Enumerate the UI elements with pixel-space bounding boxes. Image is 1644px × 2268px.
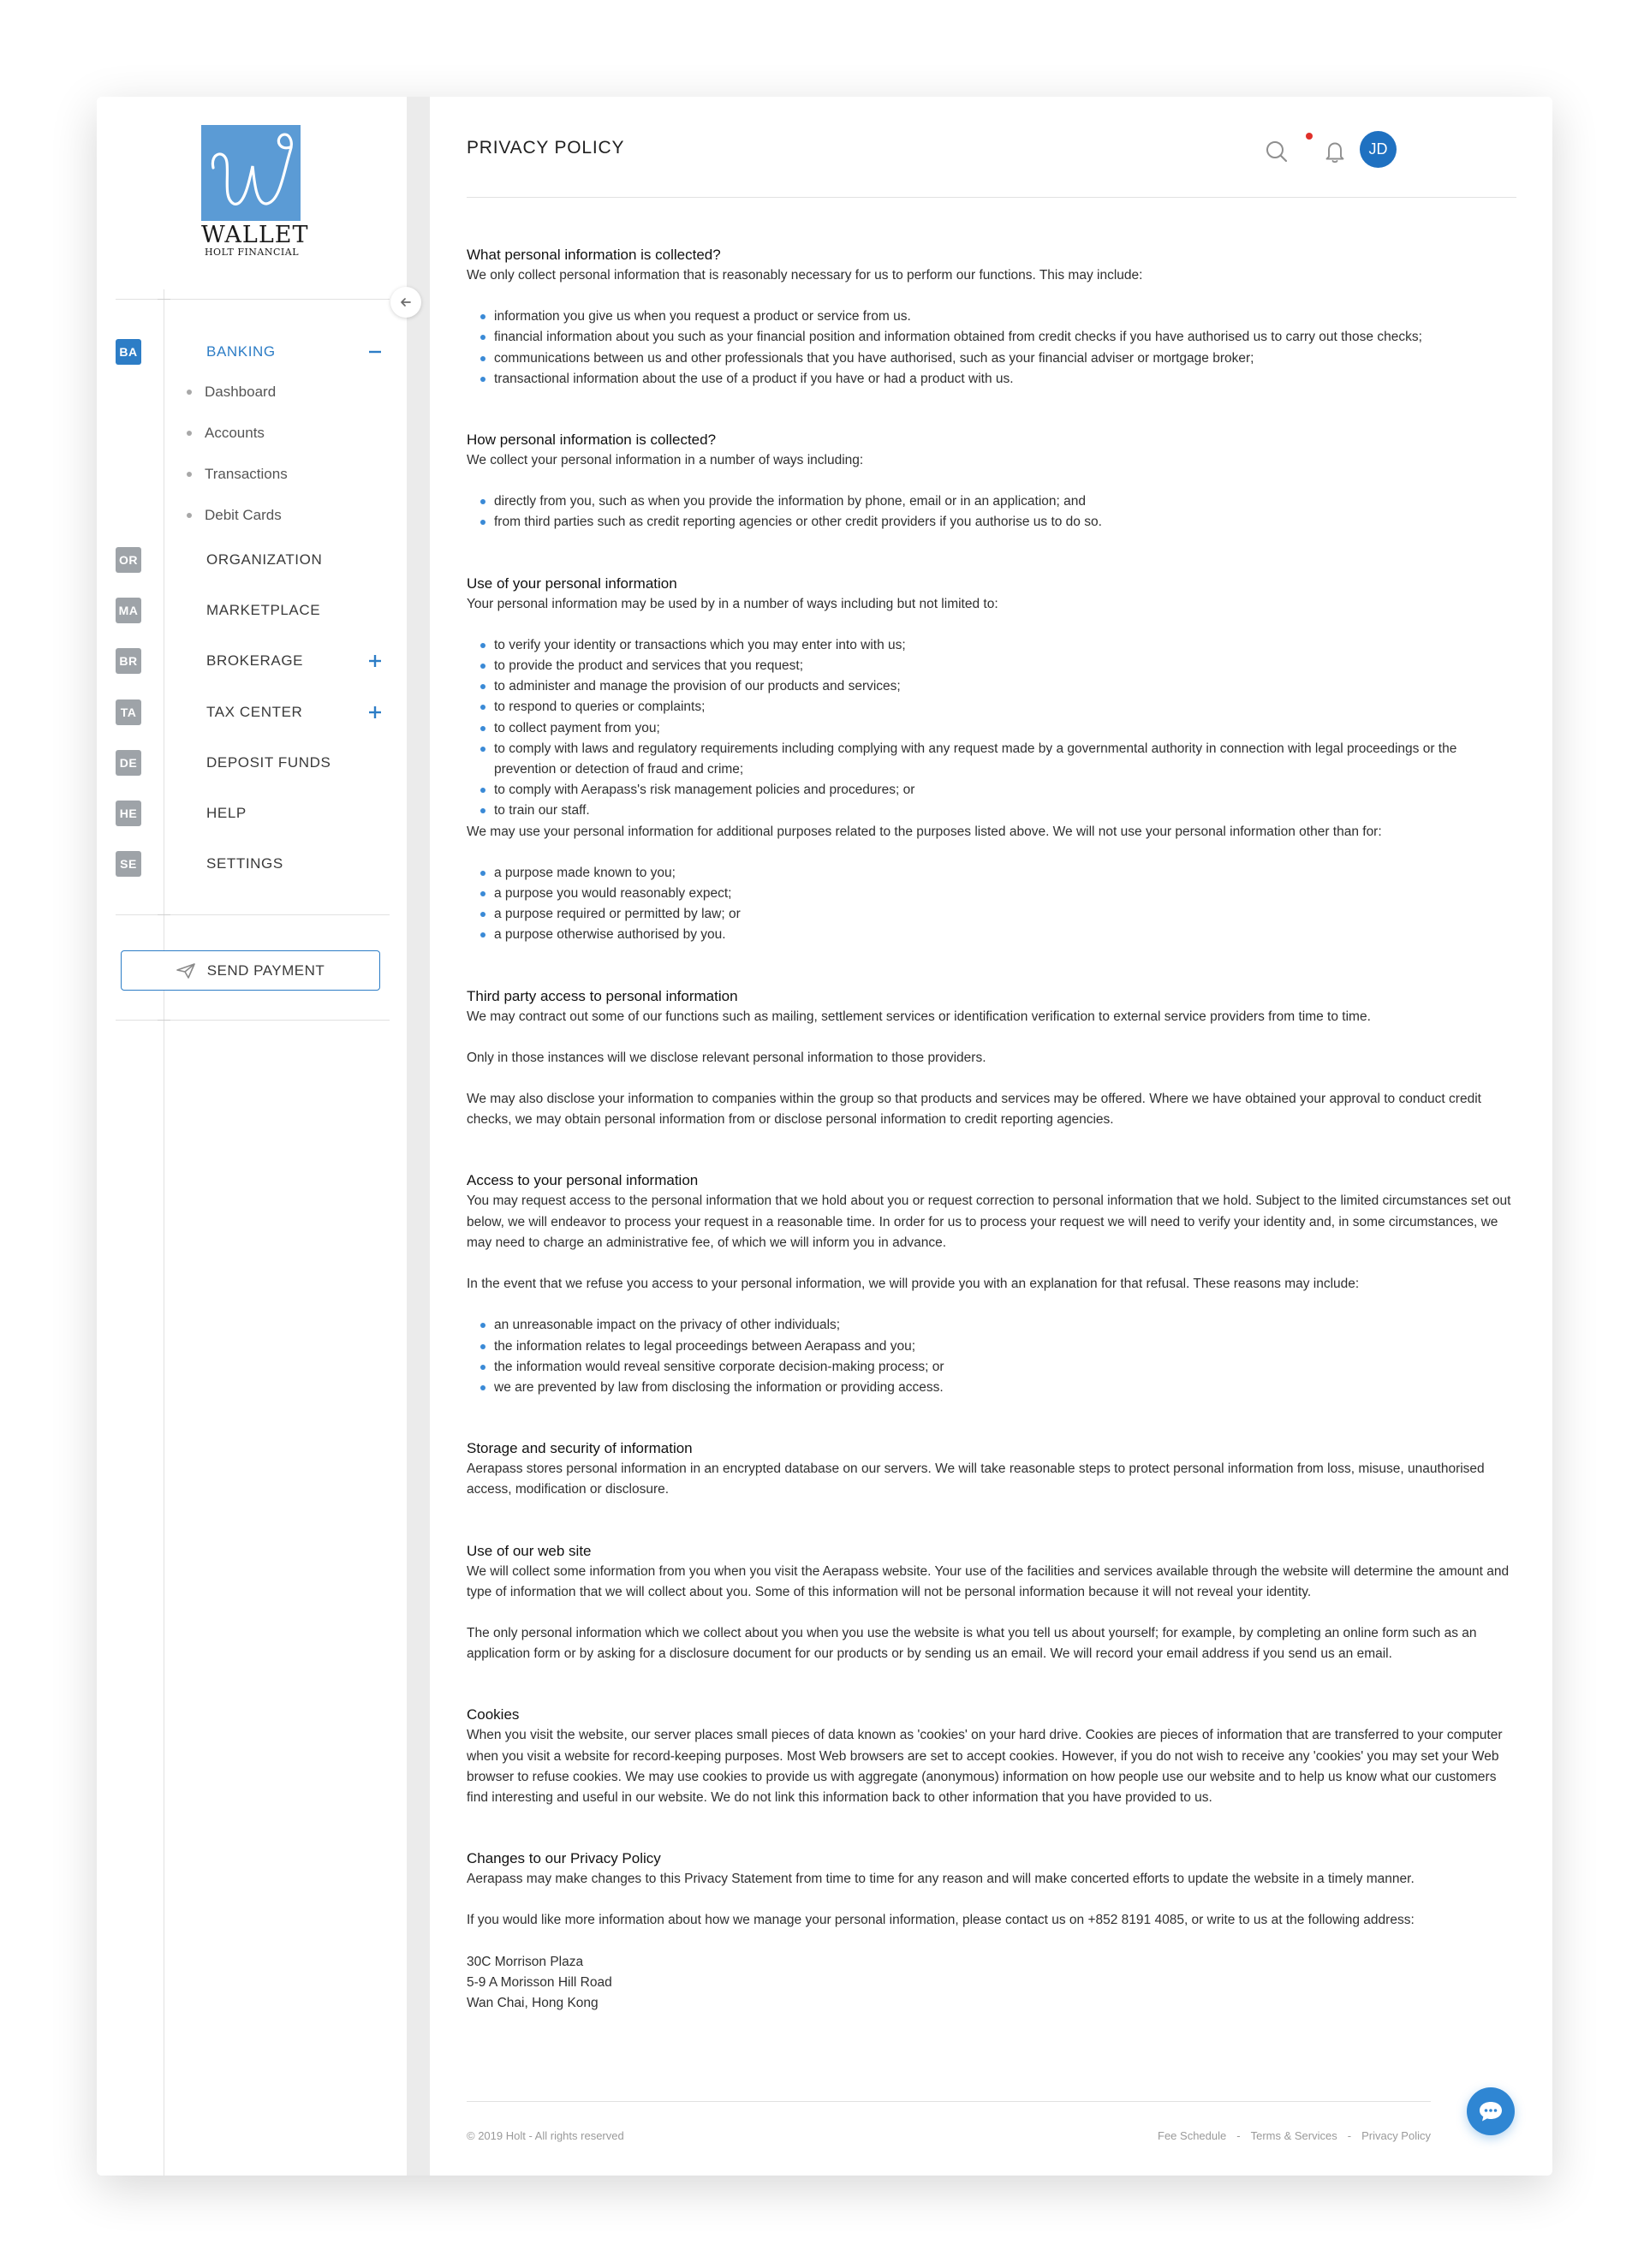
app-window — [97, 97, 1552, 2176]
paragraph: Your personal information may be used by in a number of ways including but not limited to: — [467, 596, 998, 611]
list-item: information you give us when you request a product or service from us. — [494, 307, 1516, 327]
list-item: to collect payment from you; — [494, 718, 1516, 739]
copyright: © 2019 Holt - All rights reserved — [467, 2129, 624, 2142]
collapse-sidebar-button[interactable] — [390, 287, 421, 318]
sidebar-gutter — [407, 97, 430, 2176]
sidebar-subitem-debit-cards[interactable] — [187, 505, 282, 526]
section-third-party — [467, 986, 1516, 1131]
notifications-button[interactable] — [1318, 134, 1352, 169]
policy-content — [467, 245, 1516, 2054]
list-item: an unreasonable impact on the privacy of other individuals; — [494, 1315, 1516, 1336]
divider — [116, 1020, 390, 1021]
list-item: the information relates to legal proceedings between Aerapass and you; — [494, 1336, 1516, 1357]
header-divider — [467, 197, 1516, 198]
chat-button[interactable] — [1467, 2087, 1515, 2135]
paragraph: Aerapass may make changes to this Privacy Statement from time to time for any reason and will make concerted efforts to update the website in a timely manner. — [467, 1872, 1415, 1887]
section-website — [467, 1541, 1516, 1665]
sidebar-item-marketplace[interactable] — [116, 597, 390, 624]
paragraph: Only in those instances will we disclose relevant personal information to those providers. — [467, 1050, 986, 1065]
sidebar-item-settings[interactable] — [116, 850, 390, 878]
search-icon — [1265, 140, 1289, 164]
sidebar-item-label: BANKING — [206, 343, 276, 360]
footer-links — [1158, 2129, 1431, 2142]
sidebar-item-label: ORGANIZATION — [206, 551, 323, 568]
subitem-label: Accounts — [205, 425, 265, 441]
paragraph: If you would like more information about how we manage your personal information, please contact us on +852 8191 4085, or write to us at the following address: — [467, 1913, 1415, 1928]
main-panel — [430, 97, 1552, 2176]
bullet-list — [467, 635, 1516, 822]
logo[interactable] — [201, 125, 309, 258]
page-title: PRIVACY POLICY — [467, 138, 625, 158]
list-item: to comply with laws and regulatory requirements including complying with any request made by a governmental authority in connection with legal proceedings or the prevention or detection of fraud and crime; — [494, 739, 1516, 780]
section-heading: Use of your personal information — [467, 574, 677, 592]
sidebar-item-banking[interactable] — [116, 338, 390, 366]
avatar[interactable]: JD — [1360, 131, 1397, 168]
section-heading: How personal information is collected? — [467, 432, 717, 449]
separator: - — [1347, 2129, 1352, 2142]
nav-badge: OR — [116, 547, 141, 573]
plus-icon[interactable] — [366, 703, 384, 722]
section-changes — [467, 1848, 1516, 2014]
paragraph: We may contract out some of our functions such as mailing, settlement services or identification verification to external service providers from time to time. — [467, 1009, 1371, 1024]
section-cookies — [467, 1705, 1516, 1808]
section-heading: Access to your personal information — [467, 1172, 699, 1189]
sidebar-item-brokerage[interactable] — [116, 647, 390, 675]
separator: - — [1236, 2129, 1241, 2142]
list-item: communications between us and other professionals that you have authorised, such as your financial adviser or mortgage broker; — [494, 348, 1516, 369]
minus-icon[interactable] — [366, 342, 384, 361]
sidebar-item-label: HELP — [206, 805, 247, 821]
tick — [158, 1020, 170, 1021]
logo-w-icon — [201, 125, 301, 221]
list-item: a purpose you would reasonably expect; — [494, 884, 1516, 904]
nav-badge: BR — [116, 648, 141, 674]
address-line: 30C Morrison Plaza — [467, 1954, 584, 1969]
fee-schedule-link[interactable]: Fee Schedule — [1158, 2129, 1227, 2142]
sidebar-item-help[interactable] — [116, 800, 390, 827]
logo-word: WALLET — [201, 222, 309, 248]
list-item: to train our staff. — [494, 801, 1516, 821]
paragraph: We may use your personal information for additional purposes related to the purposes listed above. We will not use your personal information other than for: — [467, 824, 1382, 839]
chat-icon — [1478, 2100, 1504, 2122]
list-item: to provide the product and services that you request; — [494, 656, 1516, 676]
sidebar-subitem-accounts[interactable] — [187, 423, 265, 443]
section-heading: Cookies — [467, 1706, 520, 1723]
section-storage — [467, 1438, 1516, 1500]
plus-icon[interactable] — [366, 652, 384, 670]
paragraph: We may also disclose your information to companies within the group so that products and services may be offered. Where we have obtained your approval to conduct credit checks, we may obtain personal information from or disclose personal information to credit reporting agencies. — [467, 1092, 1481, 1128]
sidebar-item-label: BROKERAGE — [206, 652, 304, 669]
sidebar-item-deposit-funds[interactable] — [116, 749, 390, 777]
arrow-left-icon — [399, 295, 413, 309]
bullet-icon — [187, 513, 192, 518]
section-heading: Changes to our Privacy Policy — [467, 1850, 661, 1867]
sidebar-subitem-transactions[interactable] — [187, 464, 288, 485]
search-button[interactable] — [1260, 134, 1294, 169]
nav-badge: TA — [116, 699, 141, 725]
paragraph: We will collect some information from you when you visit the Aerapass website. Your use of the facilities and services available through the website will determine the amount and type of information that we will collect about you. Some of this information will not be personal information because it will not reveal your identity. — [467, 1563, 1510, 1599]
bullet-icon — [187, 390, 192, 395]
list-item: to respond to queries or complaints; — [494, 697, 1516, 717]
logo-subtitle: HOLT FINANCIAL — [204, 247, 300, 258]
terms-link[interactable]: Terms & Services — [1250, 2129, 1337, 2142]
paper-plane-icon — [176, 963, 195, 979]
list-item: a purpose made known to you; — [494, 863, 1516, 884]
notification-dot — [1306, 133, 1313, 140]
logo-mark — [201, 125, 301, 221]
sidebar-item-label: SETTINGS — [206, 855, 283, 872]
list-item: from third parties such as credit reporting agencies or other credit providers if you authorise us to do so. — [494, 512, 1516, 533]
list-item: to verify your identity or transactions which you may enter into with us; — [494, 635, 1516, 656]
paragraph: In the event that we refuse you access to your personal information, we will provide you with an explanation for that refusal. These reasons may include: — [467, 1277, 1360, 1292]
list-item: a purpose otherwise authorised by you. — [494, 925, 1516, 945]
bullet-icon — [187, 472, 192, 477]
list-item: a purpose required or permitted by law; or — [494, 904, 1516, 925]
section-collected — [467, 245, 1516, 390]
paragraph: You may request access to the personal information that we hold about you or request correction to personal information that we hold. Subject to the limited circumstances set out below, we will endeavor to process your request in a reasonable time. In order for us to process your request we will need to verify your identity and, in some circumstances, we may need to charge an administrative fee, of which we will inform you in advance. — [467, 1194, 1511, 1250]
subitem-label: Dashboard — [205, 384, 277, 400]
nav-badge: BA — [116, 339, 141, 365]
list-item: to comply with Aerapass's risk management policies and procedures; or — [494, 780, 1516, 801]
bullet-list — [467, 307, 1516, 390]
bullet-list — [467, 863, 1516, 946]
nav-badge: SE — [116, 851, 141, 877]
list-item: the information would reveal sensitive corporate decision-making process; or — [494, 1357, 1516, 1378]
bullet-icon — [187, 431, 192, 436]
nav-badge: HE — [116, 801, 141, 826]
sidebar-item-label: DEPOSIT FUNDS — [206, 754, 331, 771]
nav-badge: DE — [116, 750, 141, 776]
paragraph: We only collect personal information that is reasonably necessary for us to perform our functions. This may include: — [467, 268, 1143, 283]
section-heading: Storage and security of information — [467, 1440, 693, 1457]
bullet-list — [467, 1315, 1516, 1398]
section-use — [467, 574, 1516, 946]
address-line: 5-9 A Morisson Hill Road — [467, 1974, 612, 1990]
paragraph: We collect your personal information in a number of ways including: — [467, 453, 864, 468]
section-heading: Use of our web site — [467, 1542, 592, 1559]
footer-divider — [467, 2101, 1431, 2102]
list-item: financial information about you such as your financial position and information obtained from credit checks if you have authorised us to carry out those checks; — [494, 327, 1516, 348]
subitem-label: Transactions — [205, 466, 288, 482]
section-how-collected — [467, 430, 1516, 533]
sidebar-item-organization[interactable] — [116, 546, 390, 574]
list-item: we are prevented by law from disclosing the information or providing access. — [494, 1378, 1516, 1398]
tick — [158, 914, 170, 915]
nav-badge: MA — [116, 598, 141, 623]
send-payment-label: SEND PAYMENT — [206, 961, 325, 979]
paragraph: Aerapass stores personal information in an encrypted database on our servers. We will take reasonable steps to protect personal information from loss, misuse, unauthorised access, modification or disclosure. — [467, 1461, 1485, 1497]
bell-icon — [1323, 139, 1347, 164]
subitem-label: Debit Cards — [205, 507, 282, 523]
bullet-list — [467, 491, 1516, 533]
section-heading: Third party access to personal information — [467, 987, 738, 1004]
list-item: directly from you, such as when you provide the information by phone, email or in an application; and — [494, 491, 1516, 512]
address-line: Wan Chai, Hong Kong — [467, 1995, 599, 2010]
section-access — [467, 1170, 1516, 1398]
sidebar-item-tax-center[interactable] — [116, 699, 390, 726]
list-item: transactional information about the use of a product if you have or had a product with us. — [494, 369, 1516, 390]
sidebar — [97, 97, 407, 2176]
sidebar-subitem-dashboard[interactable] — [187, 382, 276, 402]
send-payment-button[interactable] — [121, 950, 380, 991]
sidebar-item-label: TAX CENTER — [206, 704, 303, 720]
section-heading: What personal information is collected? — [467, 247, 721, 263]
list-item: to administer and manage the provision of our products and services; — [494, 676, 1516, 697]
divider — [116, 914, 390, 915]
paragraph: When you visit the website, our server places small pieces of data known as 'cookies' on your hard drive. Cookies are pieces of information that are transferred to your computer when you visit a website for record-keeping purposes. Most Web browsers are set to accept cookies. However, if you do not wish to receive any 'cookies' you may set your Web browser to refuse cookies. We may use cookies to provide us with aggregate (anonymous) information on how people use our website and to help us know what our customers find interesting and useful in our website. We do not link this information back to other information that you have provided to us. — [467, 1728, 1503, 1805]
sidebar-item-label: MARKETPLACE — [206, 602, 321, 618]
tick — [158, 299, 170, 300]
paragraph: The only personal information which we collect about you when you use the website is what you tell us about yourself; for example, by completing an online form such as an application form or by asking for a disclosure document for our products or by sending us an email. We will record your email address if you send us an email. — [467, 1625, 1477, 1662]
privacy-policy-link[interactable]: Privacy Policy — [1361, 2129, 1431, 2142]
divider — [116, 299, 390, 300]
